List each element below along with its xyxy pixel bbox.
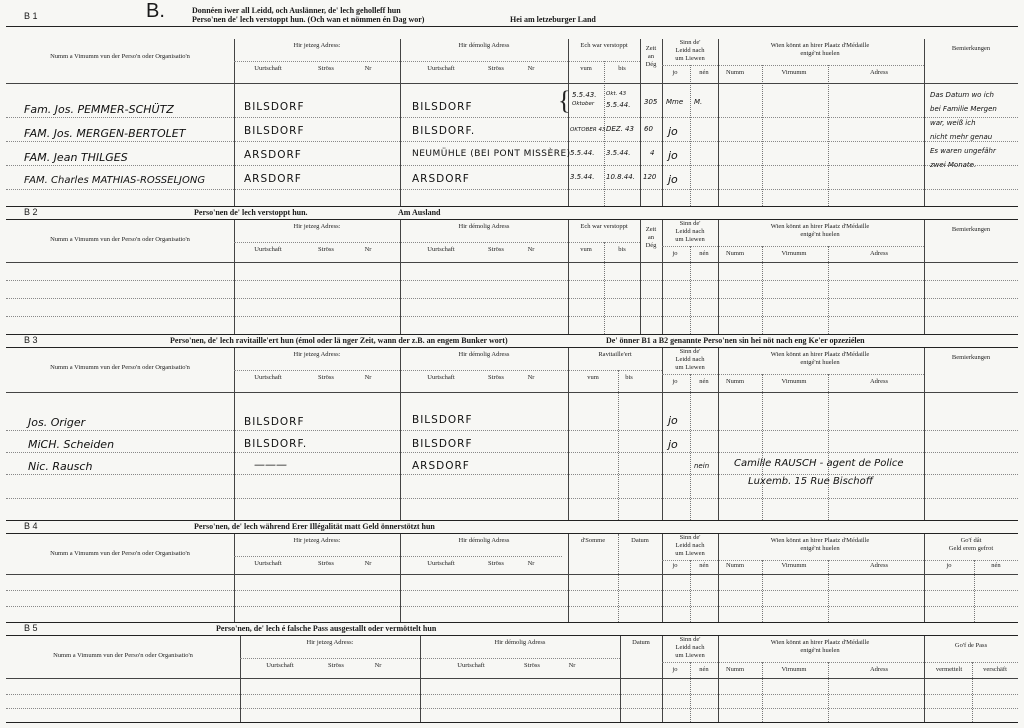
section-b2-bar xyxy=(6,206,1018,220)
header-street: Ströss xyxy=(488,246,504,253)
header-medal-2: entgé'nt huelen xyxy=(800,647,840,654)
header-nr: Nr xyxy=(364,65,372,72)
b1-row4-to: 10.8.44. xyxy=(606,173,635,181)
header-person: Numm a Vimumm vun der Perso'n oder Organisatio'n xyxy=(50,364,190,371)
header-time-3: Dég xyxy=(645,242,657,249)
header-yes: jo xyxy=(672,378,678,385)
section-b4 xyxy=(6,520,1018,622)
section-b5-grid xyxy=(6,636,1018,723)
header-former-address: Hir démolig Adress xyxy=(494,639,546,646)
header-no: nén xyxy=(699,562,709,569)
header-current-address: Hir jetzeg Adress: xyxy=(293,223,341,230)
header-street: Ströss xyxy=(488,374,504,381)
header-remarks: Bemierkungen xyxy=(951,354,991,361)
b1-row1-current: BILSDORF xyxy=(244,101,305,113)
b1-row2-current: BILSDORF xyxy=(244,125,305,137)
b1-remark-2: bei Familie Mergen xyxy=(930,105,997,113)
header-first-name: Virnumm xyxy=(781,69,807,76)
b1-row2-from: OKTOBER 43 xyxy=(570,127,606,133)
b1-row1-days: 305 xyxy=(644,98,658,106)
b3-row3-name: Nic. Rausch xyxy=(28,460,93,473)
header-address: Adress xyxy=(869,250,889,257)
section-b3-title: Perso'nen, de' lech ravitaille'ert hun (émol oder lä nger Zeit, wann der z.B. an engem Bunker wort) xyxy=(170,336,508,345)
section-b2-title-place: Am Ausland xyxy=(398,208,441,217)
header-current-address: Hir jetzeg Adress: xyxy=(306,639,354,646)
header-nr: Nr xyxy=(364,246,372,253)
header-to: bis xyxy=(618,246,626,253)
header-town: Uurtschaft xyxy=(254,246,282,253)
b1-row2-yes: jo xyxy=(668,125,678,138)
header-alive-1: Sinn de' xyxy=(679,534,701,541)
b3-row2-former: BILSDORF xyxy=(412,438,473,450)
b1-row4-from: 3.5.44. xyxy=(570,173,595,181)
section-b1-label: B 1 xyxy=(24,11,38,21)
header-current-address: Hir jetzeg Adress: xyxy=(293,351,341,358)
section-b5-bar xyxy=(6,622,1018,636)
section-b1-grid xyxy=(6,39,1018,207)
b1-row4-former: ARSDORF xyxy=(412,173,470,185)
header-medal-2: entgé'nt huelen xyxy=(800,231,840,238)
section-b1-title-place: Hei am letzeburger Land xyxy=(510,15,596,24)
header-medal-2: entgé'nt huelen xyxy=(800,359,840,366)
header-first-name: Virnumm xyxy=(781,378,807,385)
b3-row3-medal-2: Luxemb. 15 Rue Bischoff xyxy=(748,476,873,487)
header-address: Adress xyxy=(869,69,889,76)
header-from: vum xyxy=(580,246,592,253)
b1-row1-no: M. xyxy=(694,98,703,106)
header-town: Uurtschaft xyxy=(427,374,455,381)
header-alive-3: um Liewen xyxy=(675,652,705,659)
section-b5-title: Perso'nen, de' lech é falsche Pass ausgestallt oder vermöttelt hun xyxy=(216,624,437,633)
b3-row3-former: ARSDORF xyxy=(412,460,470,472)
b1-row3-days: 4 xyxy=(650,149,655,157)
header-alive-1: Sinn de' xyxy=(679,636,701,643)
header-former-address: Hir démolig Adress xyxy=(458,351,510,358)
section-b3-grid xyxy=(6,348,1018,521)
section-b3-bar xyxy=(6,334,1018,348)
b3-row2-name: MiCH. Scheiden xyxy=(28,438,115,451)
header-alive-1: Sinn de' xyxy=(679,220,701,227)
header-date: Datum xyxy=(632,639,650,646)
header-town: Uurtschaft xyxy=(266,662,294,669)
header-no: nén xyxy=(991,562,1001,569)
header-yes: jo xyxy=(946,562,952,569)
header-medal-1: Wien könnt an hirer Plaatz d'Médaille xyxy=(770,42,870,49)
header-nr: Nr xyxy=(527,560,535,567)
header-town: Uurtschaft xyxy=(427,246,455,253)
header-yes: jo xyxy=(672,69,678,76)
header-town: Uurtschaft xyxy=(457,662,485,669)
header-name: Numm xyxy=(725,562,745,569)
b1-row4-name: FAM. Charles MATHIAS-ROSSELJONG xyxy=(24,175,206,186)
section-b1-bar xyxy=(6,0,1018,27)
header-no: nén xyxy=(699,250,709,257)
header-time-3: Dég xyxy=(645,61,657,68)
b1-row1-to: 5.5.44. xyxy=(606,101,631,109)
header-hidden: Ech war verstoppt xyxy=(580,42,628,49)
header-alive-1: Sinn de' xyxy=(679,39,701,46)
b1-row4-current: ARSDORF xyxy=(244,173,302,185)
b3-row1-former: BILSDORF xyxy=(412,414,473,426)
b3-row3-medal: Camille RAUSCH - agent de Police xyxy=(734,458,904,469)
header-street: Ströss xyxy=(318,374,334,381)
brace-mark: { xyxy=(558,86,571,115)
section-b5-label: B 5 xyxy=(24,623,38,633)
header-current-address: Hir jetzeg Adress: xyxy=(293,42,341,49)
b1-row2-name: FAM. Jos. MERGEN-BERTOLET xyxy=(24,127,186,140)
header-person: Numm a Vimumm vun der Perso'n oder Organisatio'n xyxy=(50,236,190,243)
section-b2-label: B 2 xyxy=(24,207,38,217)
header-medal-2: entgé'nt huelen xyxy=(800,545,840,552)
header-town: Uurtschaft xyxy=(427,65,455,72)
b1-row2-to: DEZ. 43 xyxy=(606,125,634,133)
header-alive-2: Leidd nach xyxy=(675,644,705,651)
header-former-address: Hir démolig Adress xyxy=(458,537,510,544)
b1-row2-former: BILSDORF. xyxy=(412,125,476,137)
header-street: Ströss xyxy=(318,65,334,72)
header-medal-1: Wien könnt an hirer Plaatz d'Médaille xyxy=(770,223,870,230)
header-street: Ströss xyxy=(318,560,334,567)
header-address: Adress xyxy=(869,562,889,569)
header-yes: jo xyxy=(672,250,678,257)
header-nr: Nr xyxy=(364,560,372,567)
header-nr: Nr xyxy=(527,65,535,72)
header-alive-3: um Liewen xyxy=(675,55,705,62)
b1-row1-to-extra: Okt. 43 xyxy=(606,91,627,97)
header-person: Numm a Vimumm vun der Perso'n oder Organisatio'n xyxy=(50,53,190,60)
b1-row1-yes: Mme xyxy=(666,98,684,106)
header-street: Ströss xyxy=(524,662,540,669)
header-name: Numm xyxy=(725,69,745,76)
header-first-name: Virnumm xyxy=(781,666,807,673)
header-time-2: an xyxy=(647,53,655,60)
header-street: Ströss xyxy=(488,65,504,72)
b1-remark-1: Das Datum wo ich xyxy=(930,91,994,99)
header-street: Ströss xyxy=(328,662,344,669)
header-nr: Nr xyxy=(568,662,576,669)
header-address: Adress xyxy=(869,378,889,385)
header-alive-2: Leidd nach xyxy=(675,228,705,235)
header-former-address: Hir démolig Adress xyxy=(458,42,510,49)
b1-row4-yes: jo xyxy=(668,173,678,186)
b1-remark-3: war, weiß ich xyxy=(930,119,976,127)
b1-row3-from: 5.5.44. xyxy=(570,149,595,157)
header-street: Ströss xyxy=(488,560,504,567)
header-nr: Nr xyxy=(527,374,535,381)
header-alive-3: um Liewen xyxy=(675,236,705,243)
b1-row3-current: ARSDORF xyxy=(244,149,302,161)
header-alive-3: um Liewen xyxy=(675,550,705,557)
section-b2-grid xyxy=(6,220,1018,335)
header-date: Datum xyxy=(631,537,649,544)
b1-row1-from-extra: Oktober xyxy=(572,101,595,107)
section-b1-marker: B. xyxy=(146,0,165,22)
header-town: Uurtschaft xyxy=(254,560,282,567)
b3-row1-yes: jo xyxy=(668,414,678,427)
header-former-address: Hir démolig Adress xyxy=(458,223,510,230)
section-b4-label: B 4 xyxy=(24,521,38,531)
header-first-name: Virnumm xyxy=(781,562,807,569)
section-b2-title: Perso'nen de' lech verstoppt hun. xyxy=(194,208,308,217)
form-sheet xyxy=(6,0,1018,722)
header-nr: Nr xyxy=(527,246,535,253)
section-b4-grid xyxy=(6,534,1018,623)
header-nr: Nr xyxy=(364,374,372,381)
header-first-name: Virnumm xyxy=(781,250,807,257)
b1-row1-former: BILSDORF xyxy=(412,101,473,113)
section-b4-title: Perso'nen, de' lech während Erer Illégalität matt Geld önnerstötzt hun xyxy=(194,522,435,531)
header-given: verschäft xyxy=(983,666,1007,673)
header-remarks: Bemierkungen xyxy=(951,45,991,52)
section-b3 xyxy=(6,334,1018,520)
header-pass: Go'f de Pass xyxy=(954,642,988,649)
b1-row1-name: Fam. Jos. PEMMER-SCHÜTZ xyxy=(24,103,174,116)
b1-remark-6: zwei Monate. xyxy=(930,161,977,169)
b3-row3-no: nein xyxy=(694,462,710,470)
b1-row3-to: 3.5.44. xyxy=(606,149,631,157)
section-b1 xyxy=(6,0,1018,206)
section-b1-title-2: Perso'nen de' lech verstoppt hun. (Och wan et nömmen én Dag wor) xyxy=(192,15,425,24)
header-yes: jo xyxy=(672,562,678,569)
section-b1-title-1: Donnéen iwer all Leidd, och Auslänner, de' lech geholleff hun xyxy=(192,6,401,15)
header-name: Numm xyxy=(725,666,745,673)
header-person: Numm a Vimumm vun der Perso'n oder Organisatio'n xyxy=(50,550,190,557)
b3-row1-current: BILSDORF xyxy=(244,416,305,428)
header-remarks: Bemierkungen xyxy=(951,226,991,233)
section-b3-note: De' önner B1 a B2 genannte Perso'nen sin hei nöt nach eng Ke'er opzeziélen xyxy=(606,336,865,345)
header-alive-2: Leidd nach xyxy=(675,542,705,549)
section-b5 xyxy=(6,622,1018,722)
header-street: Ströss xyxy=(318,246,334,253)
header-money-2: Geld erem gefrot xyxy=(948,545,994,552)
header-medal-1: Wien könnt an hirer Plaatz d'Médaille xyxy=(770,537,870,544)
header-from: vum xyxy=(580,65,592,72)
header-alive-2: Leidd nach xyxy=(675,356,705,363)
header-no: nén xyxy=(699,69,709,76)
header-name: Numm xyxy=(725,378,745,385)
b3-row1-name: Jos. Origer xyxy=(28,416,86,429)
header-no: nén xyxy=(699,666,709,673)
b1-row3-former: NEUMÜHLE (BEI PONT MISSÈRE) xyxy=(412,149,571,159)
header-address: Adress xyxy=(869,666,889,673)
header-medal-1: Wien könnt an hirer Plaatz d'Médaille xyxy=(770,351,870,358)
header-alive-2: Leidd nach xyxy=(675,47,705,54)
section-b3-label: B 3 xyxy=(24,335,38,345)
header-from: vum xyxy=(587,374,599,381)
header-person: Numm a Vimumm vun der Perso'n oder Organisatio'n xyxy=(53,652,193,659)
header-hidden: Ech war verstoppt xyxy=(580,223,628,230)
b1-remark-5: Es waren ungefähr xyxy=(930,147,996,155)
header-town: Uurtschaft xyxy=(254,374,282,381)
header-to: bis xyxy=(618,65,626,72)
header-no: nén xyxy=(699,378,709,385)
header-to: bis xyxy=(625,374,633,381)
b1-row4-days: 120 xyxy=(643,173,657,181)
b1-row3-yes: jo xyxy=(668,149,678,162)
b1-remark-4: nicht mehr genau xyxy=(930,133,993,141)
header-town: Uurtschaft xyxy=(254,65,282,72)
header-medal-2: entgé'nt huelen xyxy=(800,50,840,57)
header-name: Numm xyxy=(725,250,745,257)
b3-row3-current: ——— xyxy=(254,458,287,471)
header-supplied: Ravitaille'ert xyxy=(598,351,632,358)
b1-row2-days: 60 xyxy=(644,125,653,133)
header-lent: vermettelt xyxy=(935,666,963,673)
header-yes: jo xyxy=(672,666,678,673)
b1-row1-from: 5.5.43. xyxy=(572,91,597,99)
header-time-1: Zeit xyxy=(645,45,657,52)
header-nr: Nr xyxy=(374,662,382,669)
header-amount: d'Somme xyxy=(580,537,606,544)
section-b4-bar xyxy=(6,520,1018,534)
header-alive-3: um Liewen xyxy=(675,364,705,371)
header-medal-1: Wien könnt an hirer Plaatz d'Médaille xyxy=(770,639,870,646)
header-time-2: an xyxy=(647,234,655,241)
b3-row2-current: BILSDORF. xyxy=(244,438,308,450)
header-current-address: Hir jetzeg Adress: xyxy=(293,537,341,544)
header-alive-1: Sinn de' xyxy=(679,348,701,355)
b3-row2-yes: jo xyxy=(668,438,678,451)
header-town: Uurtschaft xyxy=(427,560,455,567)
section-b2 xyxy=(6,206,1018,334)
header-money-1: Go'f dât xyxy=(960,537,982,544)
header-time-1: Zeit xyxy=(645,226,657,233)
b1-row3-name: FAM. Jean THILGES xyxy=(24,151,128,164)
